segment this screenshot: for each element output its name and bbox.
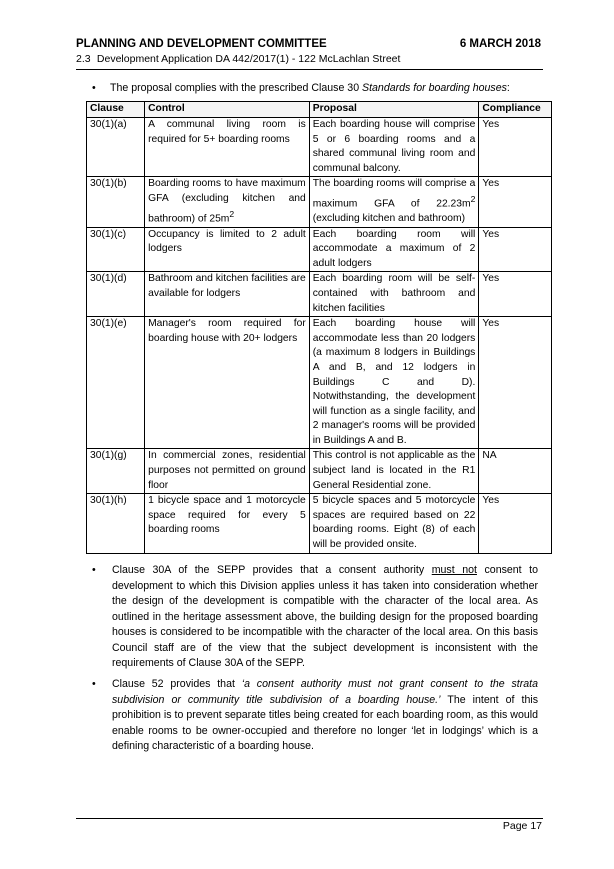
cell-compliance: Yes bbox=[479, 272, 552, 317]
col-header-compliance: Compliance bbox=[479, 102, 552, 118]
cell-control: In commercial zones, residential purposes not permitted on ground floor bbox=[145, 449, 310, 494]
header-item-row bbox=[76, 52, 541, 66]
intro-bullet-line bbox=[92, 81, 510, 95]
table-row bbox=[87, 449, 552, 494]
cell-clause: 30(1)(a) bbox=[87, 118, 145, 177]
table-row bbox=[87, 118, 552, 177]
cell-compliance: NA bbox=[479, 449, 552, 494]
cell-proposal: The boarding rooms will comprise a maximum GFA of $22.23m^2$ (excluding kitchen and bathroom) bbox=[309, 177, 479, 227]
cell-compliance: Yes bbox=[479, 177, 552, 227]
cell-compliance: Yes bbox=[479, 118, 552, 177]
cell-control: Boarding rooms to have maximum GFA (excluding kitchen and bathroom) of $25m^2$ bbox=[145, 177, 310, 227]
cell-control: Manager's room required for boarding house with 20+ lodgers bbox=[145, 317, 310, 449]
table-row bbox=[87, 177, 552, 227]
intro-text: The proposal complies with the prescribed Clause 30 Standards for boarding houses: bbox=[110, 82, 510, 94]
col-header-proposal: Proposal bbox=[309, 102, 479, 118]
cell-control: Bathroom and kitchen facilities are available for lodgers bbox=[145, 272, 310, 317]
table-header-row bbox=[87, 102, 552, 118]
cell-proposal: Each boarding room will be self-contained with bathroom and kitchen facilities bbox=[309, 272, 479, 317]
cell-clause: 30(1)(g) bbox=[87, 449, 145, 494]
bullet-icon: • bbox=[92, 678, 96, 690]
cell-proposal: Each boarding house will comprise 5 or 6 boarding rooms and a shared communal living room and communal balcony. bbox=[309, 118, 479, 177]
committee-name: PLANNING AND DEVELOPMENT COMMITTEE bbox=[76, 38, 327, 50]
cell-compliance: Yes bbox=[479, 317, 552, 449]
paragraph-text: Clause 30A of the SEPP provides that a consent authority must not consent to development to which this Division applies unless it has taken into consideration whether the design of the development is compatible with the character of the local area. As outlined in the heritage assessment above, the building design for the proposed boarding houses is considered to be incompatible with the character of the local area. On this basis Council staff are of the view that the subject development is inconsistent with the requirements of Clause 30A of the SEPP. bbox=[112, 564, 538, 669]
page-header bbox=[76, 37, 541, 66]
page-number: Page 17 bbox=[502, 820, 542, 832]
cell-proposal: This control is not applicable as the subject land is located in the R1 General Residential zone. bbox=[309, 449, 479, 494]
cell-clause: 30(1)(b) bbox=[87, 177, 145, 227]
col-header-clause: Clause bbox=[87, 102, 145, 118]
table-row bbox=[87, 494, 552, 553]
italic-quote: ‘a consent authority must not grant consent to the strata subdivision or community title subdivision of a boarding house.’ bbox=[112, 678, 538, 706]
table-row bbox=[87, 272, 552, 317]
cell-clause: 30(1)(d) bbox=[87, 272, 145, 317]
cell-proposal: 5 bicycle spaces and 5 motorcycle spaces are required based on 22 boarding rooms. Eight (8) of each will be provided onsite. bbox=[309, 494, 479, 553]
bullet-icon: • bbox=[92, 82, 96, 94]
intro-italic: Standards for boarding houses bbox=[362, 82, 507, 94]
footer-divider bbox=[76, 818, 543, 819]
header-top-row bbox=[76, 37, 541, 52]
underlined-text: must not bbox=[431, 564, 477, 576]
item-title: Development Application DA 442/2017(1) - 122 McLachlan Street bbox=[96, 53, 401, 65]
paragraph-clause-30a bbox=[92, 563, 538, 672]
meeting-date: 6 MARCH 2018 bbox=[459, 38, 541, 50]
table-row bbox=[87, 317, 552, 449]
table-row bbox=[87, 227, 552, 272]
paragraph-clause-52 bbox=[92, 677, 538, 755]
cell-clause: 30(1)(h) bbox=[87, 494, 145, 553]
header-divider bbox=[76, 69, 543, 70]
paragraph-text: Clause 52 provides that ‘a consent authority must not grant consent to the strata subdivision or community title subdivision of a boarding house.’ The intent of this prohibition is to prevent separate titles being created for each boarding room, as this would enable rooms to be owner-occupied and therefore no longer ‘let in lodgings’ which is a defining characteristic of a boarding house. bbox=[112, 678, 538, 752]
cell-clause: 30(1)(c) bbox=[87, 227, 145, 272]
cell-control: Occupancy is limited to 2 adult lodgers bbox=[145, 227, 310, 272]
cell-clause: 30(1)(e) bbox=[87, 317, 145, 449]
cell-proposal: Each boarding room will accommodate a maximum of 2 adult lodgers bbox=[309, 227, 479, 272]
cell-compliance: Yes bbox=[479, 494, 552, 553]
cell-proposal: Each boarding house will accommodate less than 20 lodgers (a maximum 8 lodgers in Buildings A and B, and 12 lodgers in Buildings C and D). Notwithstanding, the development will function as a single facility, and 2 manager's rooms will be provided in Buildings A and B. bbox=[309, 317, 479, 449]
cell-control: 1 bicycle space and 1 motorcycle space required for every 5 boarding rooms bbox=[145, 494, 310, 553]
cell-control: A communal living room is required for 5+ boarding rooms bbox=[145, 118, 310, 177]
clause-30-table bbox=[86, 101, 552, 554]
bullet-icon: • bbox=[92, 564, 96, 576]
col-header-control: Control bbox=[145, 102, 310, 118]
cell-compliance: Yes bbox=[479, 227, 552, 272]
section-number: 2.3 bbox=[76, 53, 91, 65]
